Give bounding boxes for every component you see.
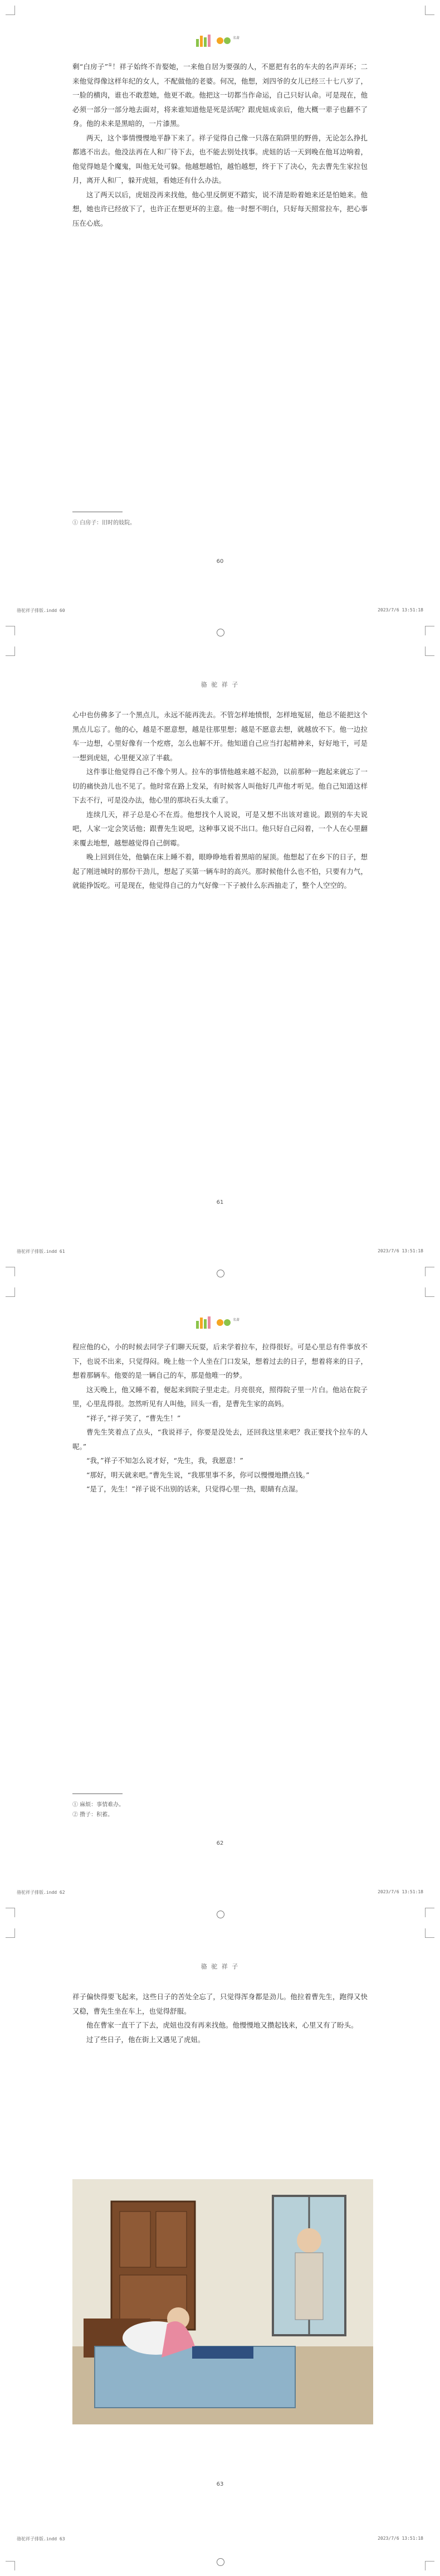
header-decoration-icon	[195, 32, 245, 48]
crop-mark	[6, 6, 15, 15]
page-body	[72, 58, 368, 230]
footnotes	[72, 518, 368, 528]
print-file: 骆驼祥子排版.indd 61	[17, 1249, 65, 1254]
paragraph: 他在曹家一直干了下去，虎妞也没有再来找他。他慢慢地又攒起钱来，心里又有了盼头。	[86, 2021, 358, 2029]
crop-mark	[6, 1908, 15, 1917]
page-number: 63	[216, 2481, 224, 2487]
paragraph: 晚上回到住处，他躺在床上睡不着，眼睁睁地看着黑暗的屋顶。他想起了在乡下的日子，想起了刚进城时的那份干劲儿，想起了买第一辆车时的高兴。那时候他什么也不怕，只要有力气，就能挣饭吃。可是现在，他觉得自己的力气好像一下子被什么东西抽走了，整个人空空的。	[72, 853, 368, 890]
crop-mark	[425, 1267, 434, 1276]
crop-mark	[425, 1287, 434, 1297]
paragraph: 程应他的心，小的时候去同学子们聊天玩耍，后来学着拉车，拉得很好。可是心里总有件事放不下，也说不出来，只觉得闷。晚上他一个人坐在门口发呆，想着过去的日子，想着将来的日子，想着那辆车。他要的是一辆自己的车，那是他唯一的梦。	[72, 1343, 368, 1379]
paragraph: 两天，这个事情慢慢地平静下来了。祥子觉得自己像一只落在陷阱里的野兽，无论怎么挣扎都逃不出去。他没法再在人和厂待下去，也不能去别处找事。虎妞的话一天到晚在他耳边响着，他觉得她是个魔鬼，叫他无处可躲。他越想越怕，越怕越想，终于下了决心，先去曹先生家拉包月，离开人和厂，躲开虎妞，看她还有什么办法。	[72, 133, 368, 185]
paragraph: 这天晚上，他又睡不着，便起来到院子里走走。月亮很亮，照得院子里一片白。他站在院子里，心里乱得很。忽然听见有人叫他，回头一看，是曹先生家的高妈。	[72, 1385, 368, 1408]
story-illustration	[72, 2179, 373, 2424]
crop-mark	[6, 647, 15, 656]
crop-mark	[6, 1267, 15, 1276]
book-page-61	[0, 641, 440, 1282]
header-brand: 名著	[233, 36, 240, 40]
print-date: 2023/7/6 13:51:18	[378, 2536, 423, 2541]
crop-mark	[6, 1928, 15, 1938]
print-date: 2023/7/6 13:51:18	[378, 607, 423, 613]
paragraph: “那好，明天就来吧。”曹先生说，“我那里事不多，你可以慢慢地攒点钱。”	[86, 1470, 310, 1479]
registration-mark-icon	[217, 1270, 224, 1277]
book-page-63	[0, 1923, 440, 2576]
crop-mark	[425, 1928, 434, 1938]
paragraph: 祥子偏快得要飞起来，这些日子的苦处全忘了，只觉得浑身都是劲儿。他拉着曹先生，跑得又快又稳，曹先生坐在车上，也觉得舒服。	[72, 1992, 368, 2015]
paragraph: “我，”祥子不知怎么说才好，“先生，我，我愿意！”	[86, 1456, 243, 1465]
paragraph: 心中也仿佛多了一个黑点儿，永远不能再洗去。不管怎样地愤恨，怎样地冤屈，他总不能把这个黑点儿忘了。他的心，越是不愿意想，越是往那里想；越是不愿意去想，就越放不下。他一边拉车一边想，心里好像有一个疙瘩，怎么也解不开。他知道自己应当打起精神来，好好地干，可是一想到虎妞，心里便又凉了半截。	[72, 711, 368, 762]
book-page-62	[0, 1282, 440, 1923]
print-date: 2023/7/6 13:51:18	[378, 1889, 423, 1894]
running-title: 骆 驼 祥 子	[201, 681, 239, 688]
header-decoration-icon	[195, 1314, 245, 1330]
paragraph: 连续几天，祥子总是心不在焉。他想找个人说说，可是又想不出该对谁说。跟别的车夫说吧，人家一定会笑话他；跟曹先生说吧，这种事又说不出口。他只好自己闷着，一个人在心里翻来覆去地想，越想越觉得自己倒霉。	[72, 810, 368, 847]
print-slug	[17, 1889, 423, 1895]
crop-mark	[6, 2561, 15, 2570]
book-page-60	[0, 0, 440, 641]
footnote: ② 攒子：积蓄。	[72, 1812, 114, 1818]
print-file: 骆驼祥子排版.indd 63	[17, 2536, 65, 2541]
footnotes	[72, 1800, 368, 1820]
footnote: ① 麻烦：事情难办。	[72, 1802, 125, 1808]
paragraph: 剩“白房子”①！祥子始终不肯娶她，一来他自居为要强的人，不愿把有名的车夫的名声弄坏；二来他觉得像这样年纪的女人，不配做他的老婆。何况，他想，刘四爷的女儿已经三十七八岁了，一脸的横肉，谁也不敢惹她，他更不敢。他把这一切都当作命运，自己只好认命。可是现在，他必须一部分一部分地去面对，将来谁知道他是死是活呢？跟虎妞成亲后，他大概一辈子也翻不了身。他的未来是黑暗的，一片漆黑。	[72, 62, 368, 128]
paragraph: 这件事让他觉得自己不像个男人。拉车的事情他越来越不起劲，以前那种一跑起来就忘了一切的痛快劲儿也不见了。他时常在路上发呆，有时候客人叫他好几声他才听见。他自己知道这样下去不行，可是没办法，他心里的那块石头太重了。	[72, 767, 368, 804]
print-slug	[17, 1248, 423, 1255]
crop-mark	[425, 6, 434, 15]
crop-mark	[425, 1908, 434, 1917]
crop-mark	[6, 1287, 15, 1297]
footnote: ① 白房子：旧时的妓院。	[72, 520, 136, 526]
page-body	[72, 708, 368, 893]
paragraph: 这了两天以后，虎妞没再来找他，他心里反倒更不踏实，说不清是盼着她来还是怕她来。他想，她也许已经放下了，也许正在想更坏的主意。他一时想不明白，只好每天照常拉车，把心事压在心底。	[72, 190, 368, 227]
print-file: 骆驼祥子排版.indd 60	[17, 608, 65, 613]
registration-mark-icon	[217, 629, 224, 636]
print-date: 2023/7/6 13:51:18	[378, 1248, 423, 1253]
page-number: 61	[216, 1199, 224, 1206]
page-body	[72, 1340, 368, 1496]
page-number: 60	[216, 558, 224, 565]
registration-mark-icon	[217, 2558, 224, 2566]
paragraph: 曹先生笑着点了点头，“我说祥子，你要是没处去，还回我这里来吧？我正要找个拉车的人呢。”	[72, 1428, 368, 1451]
crop-mark	[425, 626, 434, 635]
print-slug	[17, 2536, 423, 2542]
crop-mark	[425, 647, 434, 656]
paragraph: “是了，先生！”祥子说不出别的话来，只觉得心里一热，眼睛有点湿。	[86, 1485, 302, 1493]
registration-mark-icon	[217, 1911, 224, 1918]
page-number: 62	[216, 1840, 224, 1846]
paragraph: “祥子，”祥子笑了，“曹先生！”	[86, 1413, 181, 1422]
print-file: 骆驼祥子排版.indd 62	[17, 1890, 65, 1895]
page-body	[72, 1990, 368, 2047]
print-slug	[17, 607, 423, 614]
running-title: 骆 驼 祥 子	[201, 1963, 239, 1970]
paragraph: 过了些日子，他在街上又遇见了虎妞。	[86, 2035, 205, 2044]
crop-mark	[425, 2561, 434, 2570]
header-brand: 名著	[233, 1318, 240, 1322]
crop-mark	[6, 626, 15, 635]
